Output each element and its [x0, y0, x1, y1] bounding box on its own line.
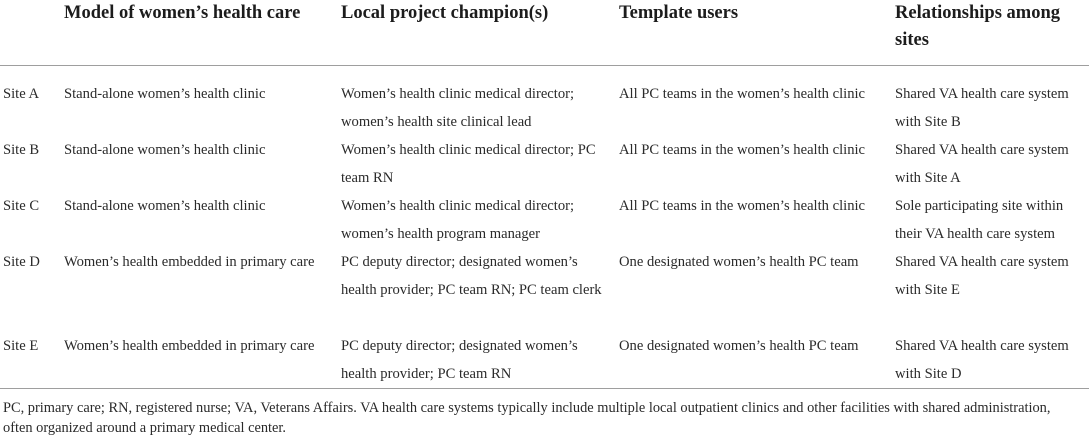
cell-champion: PC deputy director; designated women’s health provider; PC team RN; PC team clerk — [341, 253, 602, 298]
table-header — [0, 0, 1089, 65]
header-model: Model of women’s health care — [64, 0, 341, 65]
cell-site: Site A — [3, 85, 40, 102]
table-row — [0, 65, 1089, 136]
cell-champion: Women’s health clinic medical director; PC team RN — [341, 141, 596, 186]
table-body — [0, 65, 1089, 389]
table-row — [0, 136, 1089, 192]
cell-model: Stand-alone women’s health clinic — [64, 85, 266, 102]
cell-model: Stand-alone women’s health clinic — [64, 141, 266, 158]
cell-champion: Women’s health clinic medical director; women’s health program manager — [341, 197, 575, 242]
cell-relationships: Shared VA health care system with Site D — [895, 332, 1089, 389]
table-footnote: PC, primary care; RN, registered nurse; VA, Veterans Affairs. VA health care systems typically include multiple local outpatient clinics and other facilities with shared administration, often organized around a primary medical center. — [3, 400, 1051, 436]
header-row — [0, 0, 1089, 65]
cell-site: Site C — [3, 197, 40, 214]
cell-model: Stand-alone women’s health clinic — [64, 197, 266, 214]
cell-champion: PC deputy director; designated women’s health provider; PC team RN — [341, 332, 619, 389]
cell-model: Women’s health embedded in primary care — [64, 332, 341, 389]
cell-site: Site B — [3, 141, 40, 158]
cell-relationships: Shared VA health care system with Site A — [895, 141, 1069, 186]
cell-relationships: Shared VA health care system with Site E — [895, 253, 1069, 298]
cell-users: All PC teams in the women’s health clinic — [619, 197, 866, 214]
cell-champion: Women’s health clinic medical director; women’s health site clinical lead — [341, 85, 575, 130]
cell-site: Site D — [3, 253, 40, 270]
header-champion: Local project champion(s) — [341, 0, 619, 65]
cell-users: One designated women’s health PC team — [619, 332, 895, 389]
cell-model: Women’s health embedded in primary care — [64, 253, 315, 270]
cell-users: All PC teams in the women’s health clinic — [619, 85, 866, 102]
header-site — [0, 0, 64, 65]
cell-users: One designated women’s health PC team — [619, 253, 859, 270]
header-relationships: Relationships among sites — [895, 0, 1089, 65]
table-row — [0, 248, 1089, 332]
table-row — [0, 332, 1089, 389]
cell-users: All PC teams in the women’s health clinic — [619, 141, 866, 158]
cell-site: Site E — [0, 332, 64, 389]
table-row — [0, 192, 1089, 248]
cell-relationships: Sole participating site within their VA health care system — [895, 197, 1064, 242]
header-users: Template users — [619, 0, 895, 65]
cell-relationships: Shared VA health care system with Site B — [895, 85, 1069, 130]
